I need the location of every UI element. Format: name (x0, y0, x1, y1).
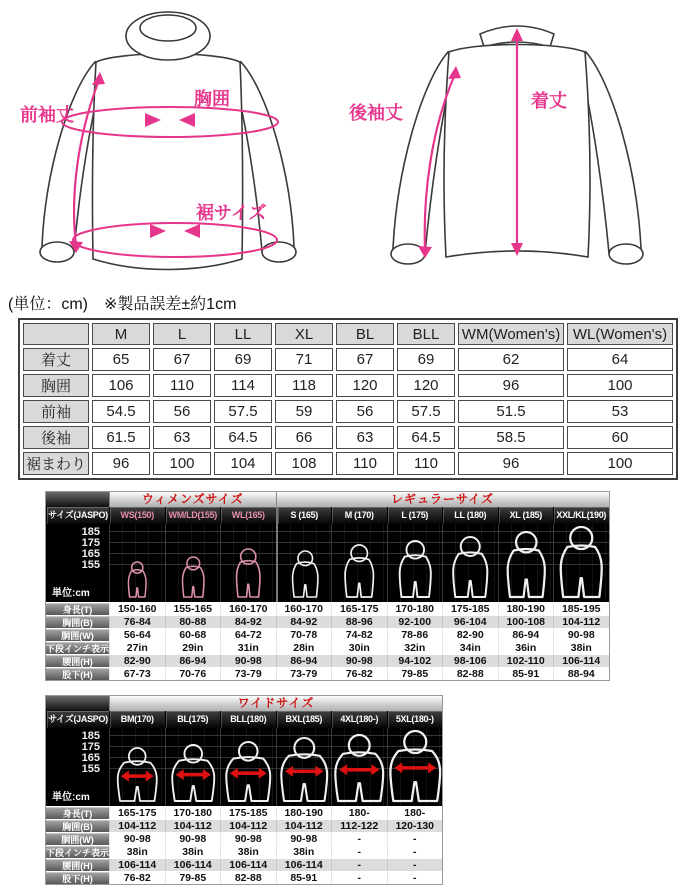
size-range-value: 104-112 (220, 820, 276, 832)
size-range-value: 34in (442, 642, 498, 654)
size-column-header: WL(165) (220, 507, 276, 524)
body-silhouette-icon (554, 524, 609, 602)
size-group-header: ワイドサイズ (109, 696, 442, 711)
size-range-value: - (331, 872, 387, 884)
measurement-value: 96 (458, 452, 564, 475)
size-range-value: - (387, 846, 443, 858)
size-range-value: 30in (331, 642, 387, 654)
column-header-row (46, 711, 442, 728)
size-range-value: 82-90 (442, 629, 498, 641)
scale-tick-label: 165 (81, 548, 100, 560)
size-column-header: WL(Women's) (567, 323, 673, 345)
size-range-value: 64-72 (220, 629, 276, 641)
size-range-value: 180- (387, 807, 443, 819)
body-silhouette-icon (221, 728, 276, 806)
size-range-value: 56-64 (109, 629, 165, 641)
jaspo-size-chart-wide (45, 695, 443, 885)
size-range-value: 84-92 (220, 616, 276, 628)
measurement-value: 104 (214, 452, 272, 475)
size-range-value: 84-92 (276, 616, 332, 628)
measurement-value: 59 (275, 400, 333, 423)
scale-tick-labels (82, 731, 100, 775)
size-range-value: 86-94 (498, 629, 554, 641)
size-range-value: 96-104 (442, 616, 498, 628)
front-jacket-diagram (0, 0, 345, 292)
size-range-value: 85-91 (276, 872, 332, 884)
measurement-value: 58.5 (458, 426, 564, 449)
measurement-value: 66 (275, 426, 333, 449)
measurement-value: 120 (397, 374, 455, 397)
women-silhouette-icon (110, 524, 165, 602)
measurement-value: 65 (92, 348, 150, 371)
size-column-header: BM(170) (109, 711, 165, 728)
size-range-value: 78-86 (387, 629, 443, 641)
chart-data-row (46, 667, 609, 680)
size-range-value: 38in (109, 846, 165, 858)
measurement-value: 69 (214, 348, 272, 371)
size-range-value: 90-98 (165, 833, 221, 845)
measurement-value: 110 (336, 452, 394, 475)
column-header-row (46, 507, 609, 524)
measurement-value: 64.5 (397, 426, 455, 449)
body-silhouette-icon (278, 524, 333, 602)
size-range-value: 106-114 (220, 859, 276, 871)
size-range-value: 60-68 (165, 629, 221, 641)
body-silhouette-icon (388, 728, 443, 806)
chart-data-row (46, 858, 442, 871)
measurement-value: 57.5 (397, 400, 455, 423)
size-range-value: 170-180 (165, 807, 221, 819)
silhouette-cell (109, 728, 165, 806)
size-range-value: 82-88 (220, 872, 276, 884)
size-column-header: L (175) (387, 507, 443, 524)
row-label: 後袖 (23, 426, 89, 449)
scale-tick-label: 165 (81, 752, 100, 764)
measurement-value: 96 (458, 374, 564, 397)
chart-data-row (46, 602, 609, 615)
unit-label: 単位:cm (52, 588, 90, 599)
size-range-value: 106-114 (109, 859, 165, 871)
measurement-value: 61.5 (92, 426, 150, 449)
size-column-header: LL (180) (442, 507, 498, 524)
silhouette-cell (109, 524, 165, 602)
measurement-value: 96 (92, 452, 150, 475)
measurement-value: 56 (336, 400, 394, 423)
size-range-value: - (331, 833, 387, 845)
chart-data-row (46, 641, 609, 654)
size-column-header: BLL (397, 323, 455, 345)
size-range-value: 170-180 (387, 603, 443, 615)
measurement-value: 100 (567, 374, 673, 397)
table-row (23, 374, 673, 397)
group-header-row (46, 492, 609, 507)
row-label: 股下(H) (46, 668, 109, 680)
silhouette-cell (220, 728, 276, 806)
silhouette-cell (498, 524, 554, 602)
size-range-value: 92-100 (387, 616, 443, 628)
size-range-value: 29in (165, 642, 221, 654)
silhouette-cell (276, 728, 332, 806)
body-silhouette-icon (277, 728, 332, 806)
size-range-value: 90-98 (220, 655, 276, 667)
size-range-value: 160-170 (276, 603, 332, 615)
chart-data-row (46, 615, 609, 628)
size-range-value: 79-85 (387, 668, 443, 680)
size-range-value: 180- (331, 807, 387, 819)
size-range-value: 106-114 (276, 859, 332, 871)
size-range-value: 90-98 (331, 655, 387, 667)
body-silhouette-icon (332, 524, 387, 602)
size-range-value: 104-112 (109, 820, 165, 832)
size-range-value: 150-160 (109, 603, 165, 615)
size-column-header: XXL/KL(190) (553, 507, 609, 524)
unit-note: (単位：cm) ※製品誤差±約1cm (8, 296, 237, 313)
size-range-value: 90-98 (109, 833, 165, 845)
size-range-value: 76-82 (109, 872, 165, 884)
size-range-value: - (387, 859, 443, 871)
size-range-value: 120-130 (387, 820, 443, 832)
row-label: 胸囲(B) (46, 820, 109, 832)
size-range-value: 38in (165, 846, 221, 858)
silhouette-cell (553, 524, 609, 602)
table-row (23, 452, 673, 475)
size-range-value: 70-76 (165, 668, 221, 680)
measurement-value: 63 (336, 426, 394, 449)
size-range-value: 73-79 (276, 668, 332, 680)
measurement-value: 56 (153, 400, 211, 423)
silhouette-cell (331, 524, 387, 602)
table-row (23, 400, 673, 423)
chart-data-row (46, 654, 609, 667)
size-range-value: 74-82 (331, 629, 387, 641)
width-arrow-icon (230, 768, 267, 779)
measurement-value: 108 (275, 452, 333, 475)
size-range-value: 175-185 (442, 603, 498, 615)
size-column-header: L (153, 323, 211, 345)
size-range-value: 82-88 (442, 668, 498, 680)
measurement-value: 69 (397, 348, 455, 371)
measurement-value: 67 (336, 348, 394, 371)
chart-data-row (46, 819, 442, 832)
width-arrow-icon (394, 762, 436, 773)
size-range-value: - (387, 833, 443, 845)
body-silhouette-icon (443, 524, 498, 602)
jaspo-size-chart-regular (45, 491, 610, 681)
size-column-header: LL (214, 323, 272, 345)
scale-tick-label: 185 (81, 730, 100, 742)
back-jacket-diagram (345, 0, 694, 292)
size-range-value: 90-98 (276, 833, 332, 845)
row-label: 下段インチ表示 (46, 848, 109, 858)
measurement-value: 100 (567, 452, 673, 475)
size-range-value: 86-94 (165, 655, 221, 667)
size-range-value: 76-84 (109, 616, 165, 628)
row-label: 下段インチ表示 (46, 644, 109, 654)
size-group-header: ウィメンズサイズ (109, 492, 276, 507)
row-label: 腰囲(H) (46, 859, 109, 871)
size-range-value: 67-73 (109, 668, 165, 680)
body-silhouette-icon (110, 728, 165, 806)
row-label: 身長(T) (46, 603, 109, 615)
jaspo-size-label: サイズ(JASPO) (46, 711, 109, 728)
size-column-header: BXL(185) (276, 711, 332, 728)
front-sleeve-length-label: 前袖丈 (20, 105, 74, 125)
measurement-value: 71 (275, 348, 333, 371)
size-range-value: 104-112 (165, 820, 221, 832)
size-range-value: 98-106 (442, 655, 498, 667)
size-range-value: 27in (109, 642, 165, 654)
unit-label: 単位:cm (52, 792, 90, 803)
row-label: 身長(T) (46, 807, 109, 819)
group-header-row (46, 696, 442, 711)
silhouette-cell (331, 728, 387, 806)
size-range-value: 90-98 (553, 629, 609, 641)
size-column-header: BL(175) (165, 711, 221, 728)
women-silhouette-icon (166, 524, 221, 602)
chart-data-row (46, 806, 442, 819)
corner-cell (46, 696, 109, 711)
size-range-value: 180-190 (276, 807, 332, 819)
size-range-value: 82-90 (109, 655, 165, 667)
size-range-value: 185-195 (553, 603, 609, 615)
size-range-value: 88-96 (331, 616, 387, 628)
size-column-header: WS(150) (109, 507, 165, 524)
measurement-value: 60 (567, 426, 673, 449)
size-range-value: 160-170 (220, 603, 276, 615)
size-range-value: 80-88 (165, 616, 221, 628)
jaspo-size-label: サイズ(JASPO) (46, 507, 109, 524)
measurement-value: 114 (214, 374, 272, 397)
size-column-header: BLL(180) (220, 711, 276, 728)
size-range-value: 70-78 (276, 629, 332, 641)
jacket-diagrams (0, 0, 694, 292)
measurement-value: 110 (397, 452, 455, 475)
width-arrow-icon (121, 771, 154, 782)
scale-tick-label: 185 (81, 526, 100, 538)
scale-tick-label: 175 (81, 741, 100, 753)
corner-cell (23, 323, 89, 345)
row-label: 腰囲(H) (46, 655, 109, 667)
size-range-value: 106-114 (553, 655, 609, 667)
row-label: 胸囲(B) (46, 616, 109, 628)
size-range-value: - (331, 859, 387, 871)
size-range-value: 175-185 (220, 807, 276, 819)
size-range-value: 36in (498, 642, 554, 654)
row-label: 胴囲(W) (46, 629, 109, 641)
silhouette-cell (387, 728, 443, 806)
scale-tick-labels (82, 527, 100, 571)
size-range-value: 28in (276, 642, 332, 654)
measurement-value: 51.5 (458, 400, 564, 423)
measurement-value: 120 (336, 374, 394, 397)
size-range-value: 94-102 (387, 655, 443, 667)
row-label: 着丈 (23, 348, 89, 371)
measurement-value: 106 (92, 374, 150, 397)
size-range-value: 155-165 (165, 603, 221, 615)
size-range-value: 165-175 (331, 603, 387, 615)
back-sleeve-length-label: 後袖丈 (349, 103, 403, 123)
size-range-value: 180-190 (498, 603, 554, 615)
scale-tick-label: 155 (81, 763, 100, 775)
row-label: 裾まわり (23, 452, 89, 475)
body-silhouette-icon (166, 728, 221, 806)
size-range-value: - (331, 846, 387, 858)
measurement-value: 118 (275, 374, 333, 397)
size-column-header: XL (275, 323, 333, 345)
width-arrow-icon (339, 764, 379, 775)
chart-data-row (46, 628, 609, 641)
measurement-value: 110 (153, 374, 211, 397)
height-scale (46, 524, 109, 602)
size-range-value: - (387, 872, 443, 884)
body-silhouette-icon (388, 524, 443, 602)
size-range-value: 112-122 (331, 820, 387, 832)
height-scale (46, 728, 109, 806)
measurement-value: 67 (153, 348, 211, 371)
measurement-value: 64 (567, 348, 673, 371)
size-range-value: 31in (220, 642, 276, 654)
hem-size-label: 裾サイズ (196, 203, 267, 223)
size-column-header: M (92, 323, 150, 345)
row-label: 前袖 (23, 400, 89, 423)
size-range-value: 106-114 (165, 859, 221, 871)
size-range-value: 102-110 (498, 655, 554, 667)
size-range-value: 86-94 (276, 655, 332, 667)
chest-label: 胸囲 (194, 89, 230, 109)
size-range-value: 38in (220, 846, 276, 858)
size-range-value: 79-85 (165, 872, 221, 884)
size-column-header: 5XL(180-) (387, 711, 443, 728)
table-header-row (23, 323, 673, 345)
silhouette-row (46, 728, 442, 806)
garment-length-label: 着丈 (531, 91, 567, 111)
row-label: 胸囲 (23, 374, 89, 397)
size-range-value: 90-98 (220, 833, 276, 845)
measurement-value: 53 (567, 400, 673, 423)
chart-data-row (46, 832, 442, 845)
silhouette-cell (220, 524, 276, 602)
silhouette-row (46, 524, 609, 602)
size-column-header: WM(Women's) (458, 323, 564, 345)
silhouette-cell (276, 524, 332, 602)
size-column-header: 4XL(180-) (331, 711, 387, 728)
size-column-header: WM/LD(155) (165, 507, 221, 524)
size-range-value: 76-82 (331, 668, 387, 680)
silhouette-cell (165, 524, 221, 602)
silhouette-cell (442, 524, 498, 602)
corner-cell (46, 492, 109, 507)
row-label: 胴囲(W) (46, 833, 109, 845)
body-silhouette-icon (332, 728, 387, 806)
size-range-value: 38in (276, 846, 332, 858)
width-arrow-icon (175, 769, 210, 780)
scale-tick-label: 155 (81, 559, 100, 571)
body-silhouette-icon (499, 524, 554, 602)
measurement-value: 57.5 (214, 400, 272, 423)
silhouette-cell (165, 728, 221, 806)
size-column-header: S (165) (276, 507, 332, 524)
table-row (23, 426, 673, 449)
table-row (23, 348, 673, 371)
size-range-value: 38in (553, 642, 609, 654)
row-label: 股下(H) (46, 872, 109, 884)
size-range-value: 73-79 (220, 668, 276, 680)
measurement-value: 64.5 (214, 426, 272, 449)
measurement-value: 100 (153, 452, 211, 475)
size-range-value: 165-175 (109, 807, 165, 819)
size-column-header: XL (185) (498, 507, 554, 524)
width-arrow-icon (284, 766, 323, 777)
size-column-header: M (170) (331, 507, 387, 524)
size-range-value: 104-112 (276, 820, 332, 832)
scale-tick-label: 175 (81, 537, 100, 549)
women-silhouette-icon (221, 524, 276, 602)
size-column-header: BL (336, 323, 394, 345)
chart-data-row (46, 845, 442, 858)
measurement-value: 54.5 (92, 400, 150, 423)
measurement-table (18, 318, 678, 480)
silhouette-cell (387, 524, 443, 602)
size-range-value: 32in (387, 642, 443, 654)
measurement-value: 62 (458, 348, 564, 371)
size-range-value: 85-91 (498, 668, 554, 680)
measurement-value: 63 (153, 426, 211, 449)
size-range-value: 88-94 (553, 668, 609, 680)
size-range-value: 104-112 (553, 616, 609, 628)
size-range-value: 100-108 (498, 616, 554, 628)
size-group-header: レギュラーサイズ (276, 492, 609, 507)
